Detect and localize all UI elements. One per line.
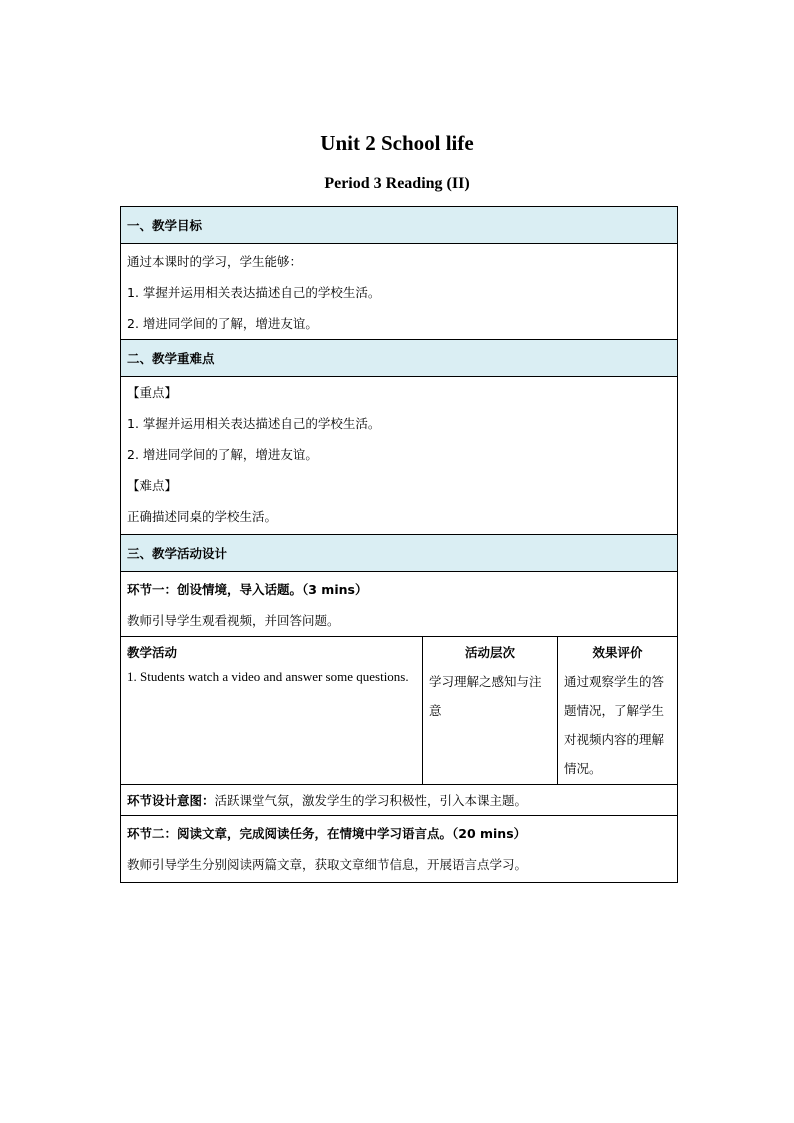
key-points-label: 【重点】: [127, 385, 178, 400]
section-objectives-header-row: [121, 207, 678, 244]
activity-column-header: 教学活动: [127, 645, 178, 660]
section-heading-objectives: 一、教学目标: [121, 207, 678, 244]
objective-intro: 通过本课时的学习，学生能够：: [127, 254, 303, 269]
step1-title: 环节一：创设情境，导入话题。（3 mins）: [127, 582, 368, 597]
level-column-header: 活动层次: [464, 645, 515, 660]
activity-level: 学习理解之感知与注意: [429, 674, 542, 718]
document-subtitle: Period 3 Reading (II): [324, 175, 470, 192]
step2-title: 环节二：阅读文章，完成阅读任务，在情境中学习语言点。（20 mins）: [127, 826, 527, 841]
activity-table-row: [121, 637, 678, 785]
design-intent-row: [121, 785, 678, 816]
section-heading-activities: 三、教学活动设计: [121, 535, 678, 572]
section-heading-keypoints: 二、教学重难点: [121, 340, 678, 377]
activity-evaluation: 通过观察学生的答题情况，了解学生对视频内容的理解情况。: [564, 674, 665, 776]
design-intent-text: 活跃课堂气氛，激发学生的学习积极性，引入本课主题。: [214, 793, 528, 808]
evaluation-column-header: 效果评价: [592, 645, 643, 660]
section-keypoints-body-row: [121, 377, 678, 535]
activity-description: 1. Students watch a video and answer some questions.: [127, 669, 409, 684]
key-point-item: 1. 掌握并运用相关表达描述自己的学校生活。: [127, 416, 381, 431]
step1-description: 教师引导学生观看视频，并回答问题。: [127, 613, 340, 628]
lesson-plan-table: [120, 206, 678, 883]
step2-row: [121, 816, 678, 883]
section-keypoints-header-row: [121, 340, 678, 377]
document-title: Unit 2 School life: [320, 131, 474, 155]
design-intent-label: 环节设计意图：: [127, 793, 215, 808]
key-point-item: 2. 增进同学间的了解，增进友谊。: [127, 447, 318, 462]
section-activities-header-row: [121, 535, 678, 572]
difficult-point-item: 正确描述同桌的学校生活。: [127, 509, 278, 524]
step1-row: [121, 572, 678, 637]
objective-item: 1. 掌握并运用相关表达描述自己的学校生活。: [127, 285, 381, 300]
objective-item: 2. 增进同学间的了解，增进友谊。: [127, 316, 318, 331]
difficult-points-label: 【难点】: [127, 478, 178, 493]
step2-description: 教师引导学生分别阅读两篇文章，获取文章细节信息，开展语言点学习。: [127, 857, 528, 872]
section-objectives-body-row: [121, 244, 678, 340]
